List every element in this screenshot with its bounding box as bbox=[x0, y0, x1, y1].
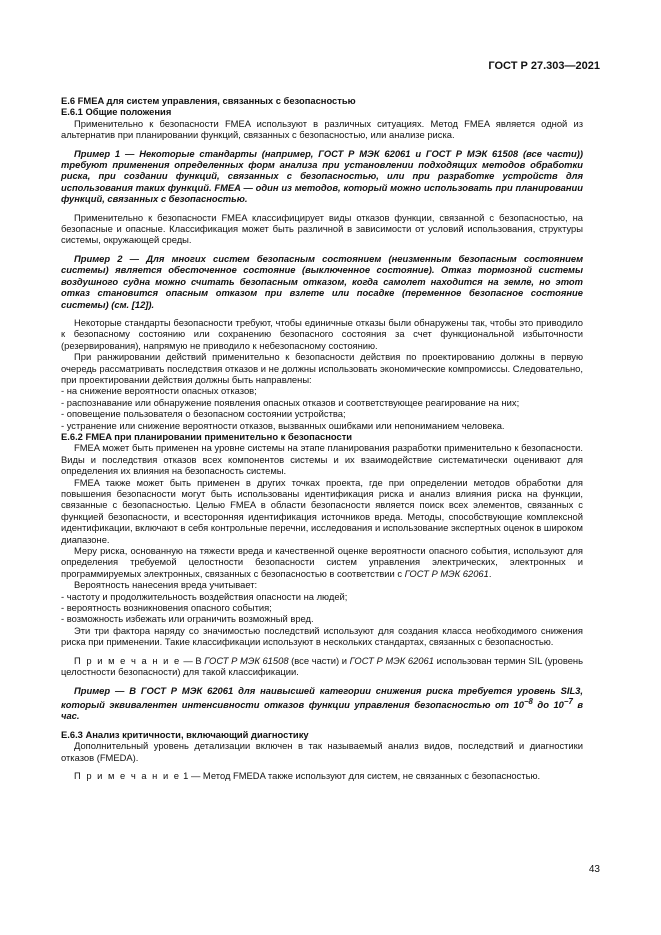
page-number: 43 bbox=[588, 864, 600, 875]
standard-reference: ГОСТ Р МЭК 62061 bbox=[349, 654, 434, 666]
paragraph: FMEA также может быть применен в других точках проекта, где при определении методов обработки для повышения безопасности могут быть использованы идентификация риска и анализ влияния риска на функции, связанные с безопасностью. Целью FMEA в области безопасности является поиск всех элементов, связанных с функцией безопасности, и всесторонняя идентификация источников вреда. Методы, способствующие комплексной идентификации, включают в себя контрольные перечни, исследования и использование экспертных оценок в широком диапазоне. bbox=[61, 476, 583, 545]
list-item: - распознавание или обнаружение появления опасных отказов и соответствующее реагирование на них; bbox=[61, 396, 520, 408]
paragraph: Применительно к безопасности FMEA классифицирует виды отказов функции, связанной с безопасностью, на безопасные и опасные. Классификация может быть различной в зависимости от условий использования, структуры системы, окружающей среды. bbox=[61, 211, 583, 246]
exponent: −7 bbox=[563, 696, 573, 706]
subsection-title-e61: Е.6.1 Общие положения bbox=[61, 106, 172, 118]
example-3 bbox=[61, 685, 583, 722]
text-run: — В bbox=[180, 654, 205, 666]
section-title: Е.6 FMEA для систем управления, связанных с безопасностью bbox=[61, 95, 356, 106]
standard-reference: ГОСТ Р МЭК 61508 bbox=[204, 654, 289, 666]
subsection-title-e63: Е.6.3 Анализ критичности, включающий диагностику bbox=[61, 728, 309, 740]
text-run: до 10 bbox=[532, 699, 564, 711]
paragraph: Некоторые стандарты безопасности требуют, чтобы единичные отказы были обнаружены так, чтобы это приводило к безопасному состоянию или сохранению безопасного состояния за счет функциональной избыточности (резервирования), напрямую не приводило к небезопасному состоянию. bbox=[61, 316, 583, 351]
paragraph: Эти три фактора наряду со значимостью последствий используют для создания класса необходимого снижения риска при применении. Такие классификации используют в нескольких стандартах, связанных с безопасностью. bbox=[61, 624, 583, 648]
text-run: (все части) и bbox=[288, 654, 350, 666]
list-item: - частоту и продолжительность воздействия опасности на людей; bbox=[61, 590, 348, 602]
note-2 bbox=[61, 770, 583, 781]
example-2: Пример 2 — Для многих систем безопасным состоянием (неизменным безопасным состоянием системы) является обесточенное состояние (выключенное состояние). Отказ тормозной системы воздушного судна можно считать безопасным отказом, когда самолет находится на земле, но этот отказ становится опасным отказом при взлете или посадке (переменное безопасное состояние системы) (см. [12]). bbox=[61, 252, 583, 310]
list-item: - оповещение пользователя о безопасном состоянии устройства; bbox=[61, 408, 346, 420]
text-run: в час. bbox=[61, 699, 583, 722]
standard-header: ГОСТ Р 27.303—2021 bbox=[488, 60, 600, 72]
note-1 bbox=[61, 655, 583, 678]
document-body bbox=[61, 95, 583, 781]
paragraph: FMEA может быть применен на уровне системы на этапе планирования разработки применительно к безопасности. Виды и последствия отказов всех компонентов системы и их взаимодействие систематически оценивают для определения их влияния на безопасность системы. bbox=[61, 442, 583, 477]
text-run: Меру риска, основанную на тяжести вреда и качественной оценке вероятности опасного события, используют для определения требуемой целостности безопасности систем управления электрических, электронных и программируемых электронных, связанных с безопасностью в соответствии с bbox=[61, 545, 583, 579]
paragraph: Применительно к безопасности FMEA используют в различных ситуациях. Метод FMEA является одной из альтернатив при планировании функций, связанных с безопасностью, или анализе риска. bbox=[61, 117, 583, 141]
paragraph bbox=[61, 545, 583, 579]
list-item: - вероятность возникновения опасного события; bbox=[61, 602, 272, 614]
list-item: - на снижение вероятности опасных отказов; bbox=[61, 385, 257, 397]
list-item: - возможность избежать или ограничить возможный вред. bbox=[61, 613, 314, 625]
list-item: - устранение или снижение вероятности отказов, вызванных ошибками или непониманием человека. bbox=[61, 419, 505, 431]
paragraph: При ранжировании действий применительно к безопасности действия по проектированию должны в первую очередь рассматривать последствия отказов и не должны использовать экономические компромиссы. Следовательно, при проектировании действия должны быть направлены: bbox=[61, 351, 583, 385]
standard-reference: ГОСТ Р МЭК 62061 bbox=[404, 567, 489, 579]
text-run: 1 — Метод FMEDA также используют для систем, не связанных с безопасностью. bbox=[180, 770, 541, 782]
exponent: −8 bbox=[523, 696, 533, 706]
paragraph: Дополнительный уровень детализации включен в так называемый анализ видов, последствий и диагностики отказов (FMEDA). bbox=[61, 740, 583, 763]
text-run: использован термин SIL (уровень целостности безопасности) для такой классификации. bbox=[61, 654, 583, 678]
note-label: П р и м е ч а н и е bbox=[74, 770, 181, 782]
example-1: Пример 1 — Некоторые стандарты (например, ГОСТ Р МЭК 62061 и ГОСТ Р МЭК 61508 (все части)) требуют применения определенных форм анализа при установлении подходящих методов обработки риска, при создании функций, связанных с безопасностью, или при разработке устройств для использования таких функций. FMEA — один из методов, который можно использовать при планировании функций, связанных с безопасностью. bbox=[61, 147, 583, 205]
note-label: П р и м е ч а н и е bbox=[74, 654, 181, 666]
text-run: . bbox=[488, 567, 492, 579]
subsection-title-e62: Е.6.2 FMEA при планировании применительно к безопасности bbox=[61, 430, 353, 442]
text-run: Пример — В ГОСТ Р МЭК 62061 для наивысшей категории снижения риска требуется уровень SIL3, который эквивалентен интенсивности отказов функции управления безопасностью от 10 bbox=[61, 684, 583, 711]
paragraph: Вероятность нанесения вреда учитывает: bbox=[74, 579, 258, 591]
